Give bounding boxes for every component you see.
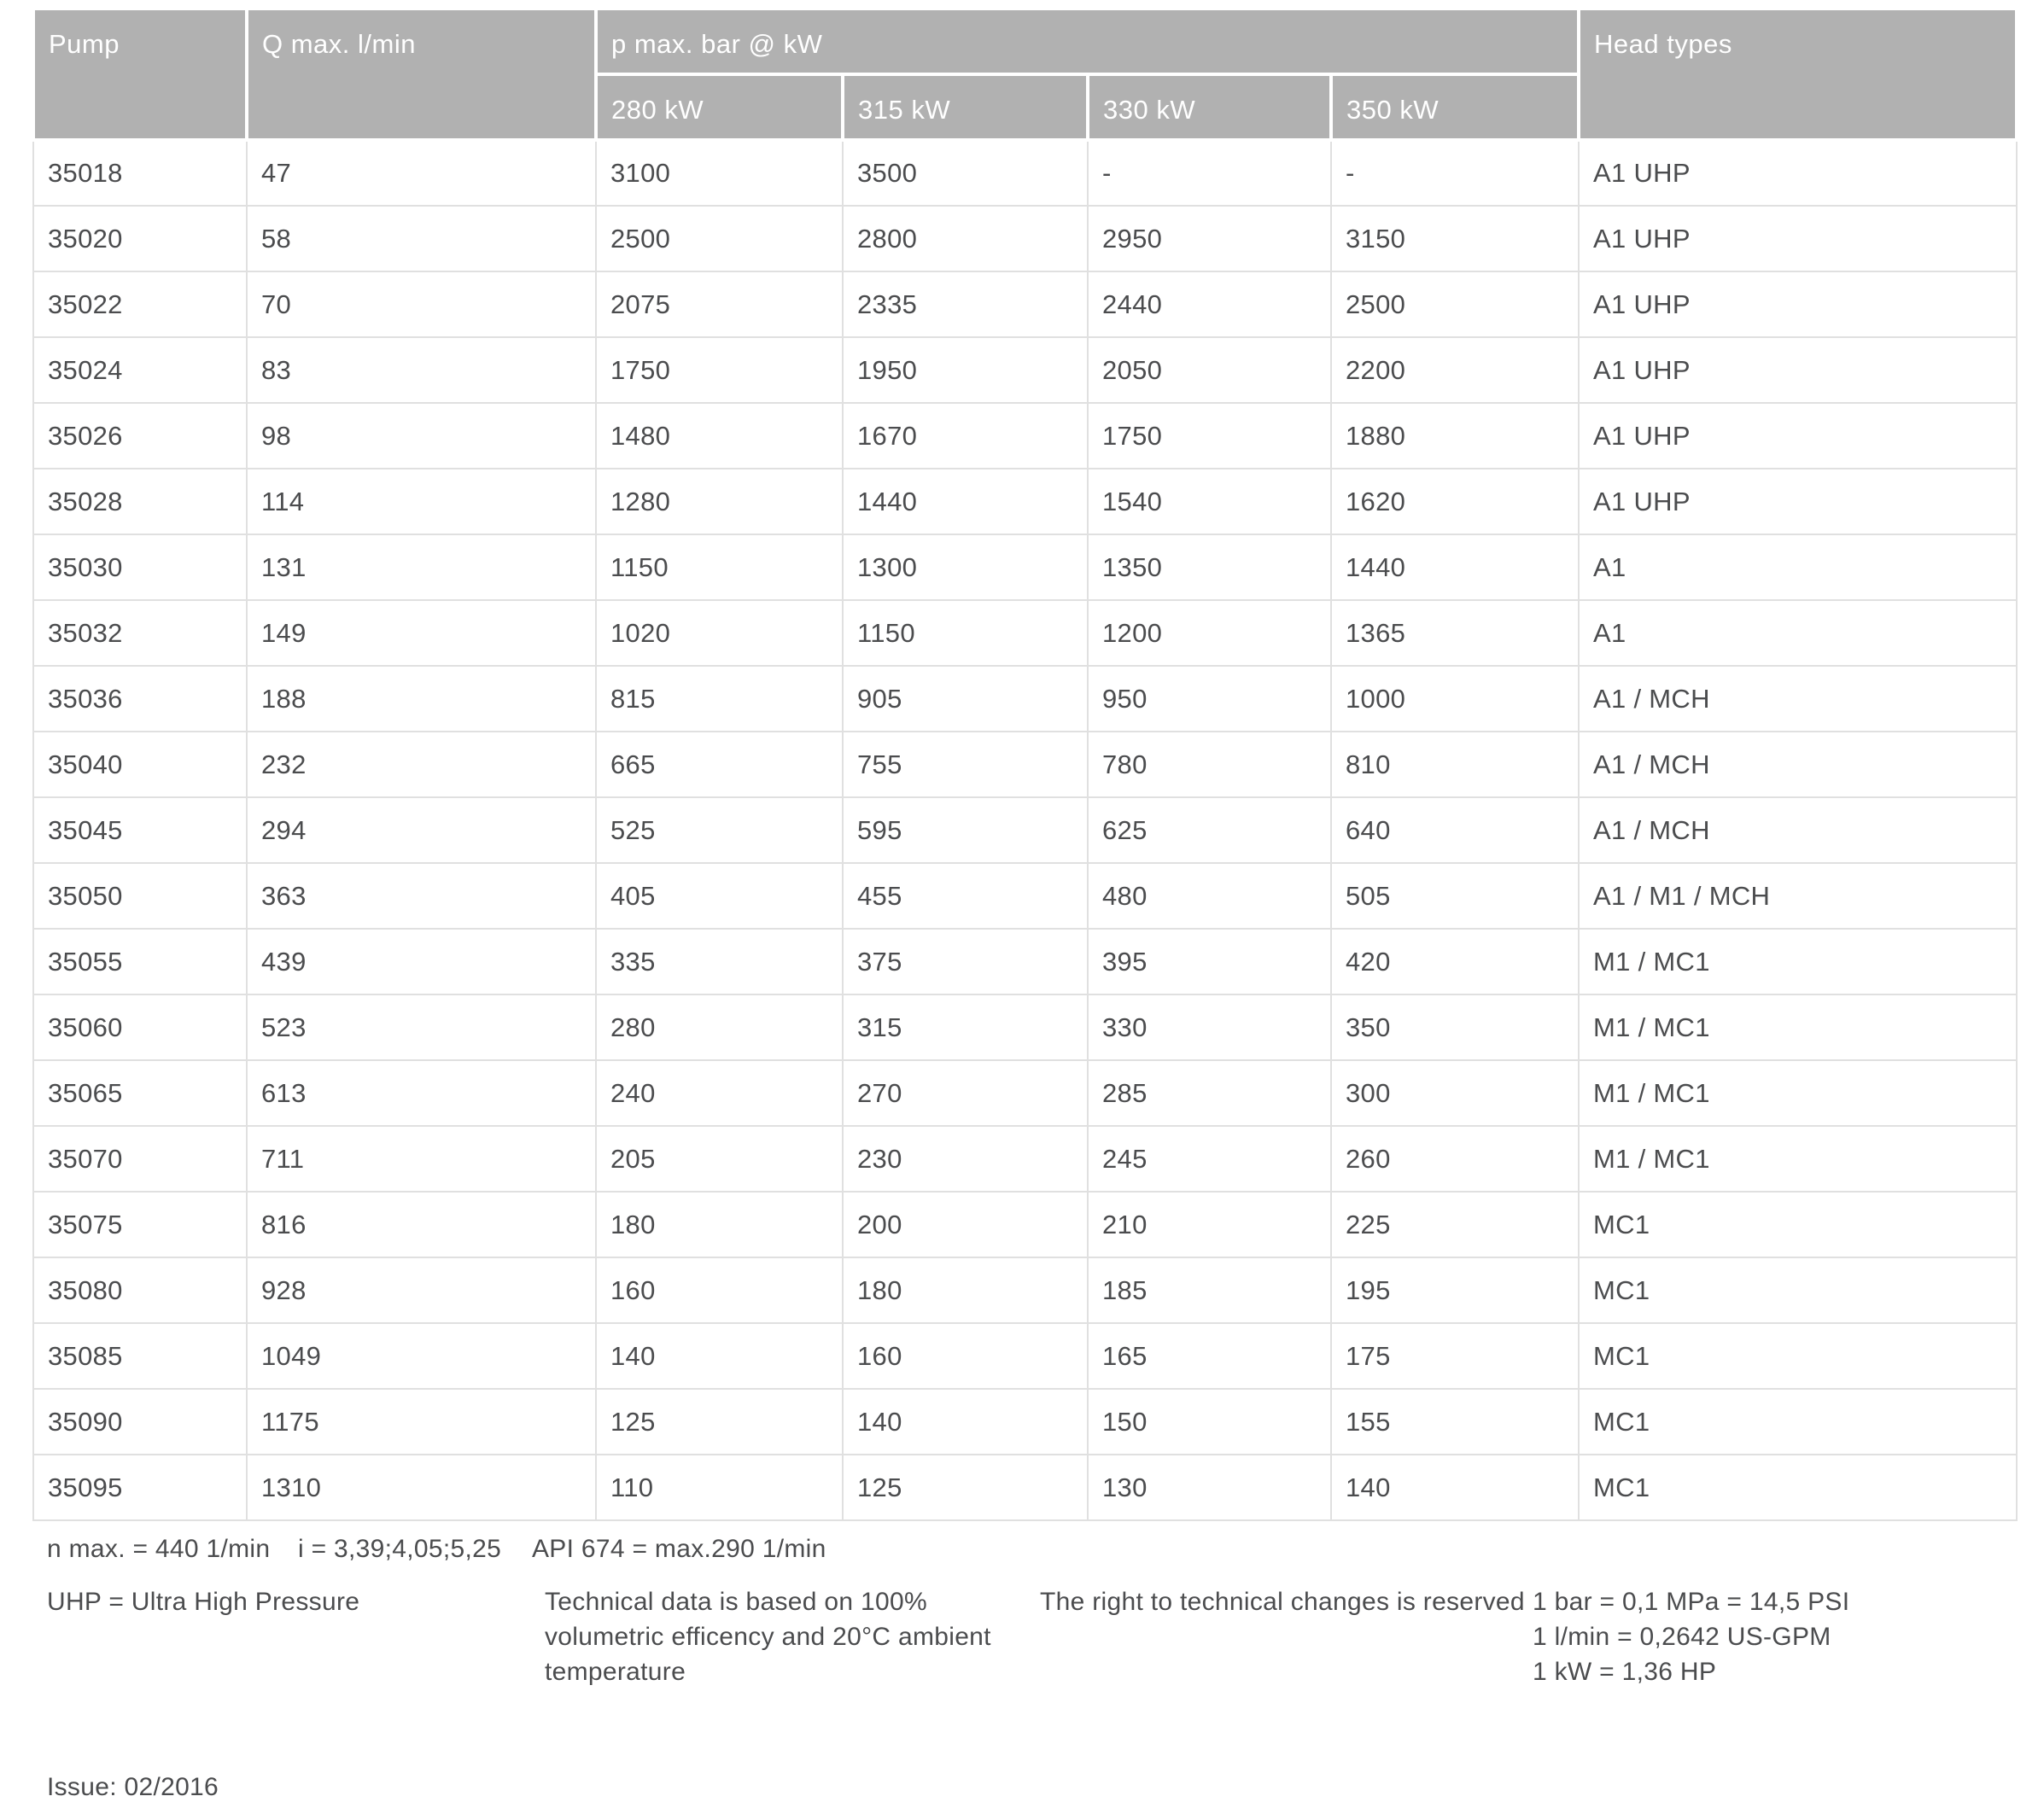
cell-p2: -: [1088, 140, 1331, 206]
table-row: [33, 1323, 2017, 1389]
cell-p3: 420: [1331, 929, 1579, 994]
cell-p2: 1540: [1088, 469, 1331, 534]
cell-p0: 405: [596, 863, 843, 929]
table-row: [33, 469, 2017, 534]
cell-p2: 165: [1088, 1323, 1331, 1389]
cell-pump: 35020: [33, 206, 247, 271]
table-row: [33, 1389, 2017, 1455]
cell-p0: 1280: [596, 469, 843, 534]
cell-qmax: 1049: [247, 1323, 596, 1389]
cell-p3: -: [1331, 140, 1579, 206]
cell-p3: 140: [1331, 1455, 1579, 1520]
table-row: [33, 403, 2017, 469]
cell-pump: 35060: [33, 994, 247, 1060]
conversion-line: 1 kW = 1,36 HP: [1533, 1658, 1717, 1686]
col-header-315kw: 315 kW: [843, 74, 1088, 140]
cell-qmax: 711: [247, 1126, 596, 1192]
cell-p1: 160: [843, 1323, 1088, 1389]
cell-pump: 35024: [33, 337, 247, 403]
cell-head: A1 UHP: [1579, 337, 2017, 403]
cell-pump: 35065: [33, 1060, 247, 1126]
cell-p1: 3500: [843, 140, 1088, 206]
cell-p3: 640: [1331, 797, 1579, 863]
cell-p0: 525: [596, 797, 843, 863]
cell-pump: 35040: [33, 732, 247, 797]
cell-p0: 815: [596, 666, 843, 732]
conversion-line: 1 bar = 0,1 MPa = 14,5 PSI: [1533, 1588, 1850, 1616]
cell-p3: 155: [1331, 1389, 1579, 1455]
table-row: [33, 140, 2017, 206]
cell-p1: 1300: [843, 534, 1088, 600]
cell-p1: 2335: [843, 271, 1088, 337]
table-row: [33, 1060, 2017, 1126]
cell-p0: 1150: [596, 534, 843, 600]
cell-p3: 2200: [1331, 337, 1579, 403]
conversion-line: 1 l/min = 0,2642 US-GPM: [1533, 1623, 1831, 1651]
cell-head: M1 / MC1: [1579, 1126, 2017, 1192]
cell-pump: 35055: [33, 929, 247, 994]
cell-p3: 1365: [1331, 600, 1579, 666]
cell-p3: 300: [1331, 1060, 1579, 1126]
cell-qmax: 1310: [247, 1455, 596, 1520]
cell-p2: 1200: [1088, 600, 1331, 666]
table-row: [33, 600, 2017, 666]
cell-p2: 395: [1088, 929, 1331, 994]
cell-p1: 315: [843, 994, 1088, 1060]
cell-pump: 35050: [33, 863, 247, 929]
cell-p0: 280: [596, 994, 843, 1060]
cell-p2: 780: [1088, 732, 1331, 797]
cell-pump: 35075: [33, 1192, 247, 1257]
cell-head: A1: [1579, 534, 2017, 600]
cell-p0: 1750: [596, 337, 843, 403]
cell-qmax: 188: [247, 666, 596, 732]
cell-pump: 35095: [33, 1455, 247, 1520]
cell-p3: 3150: [1331, 206, 1579, 271]
cell-p0: 160: [596, 1257, 843, 1323]
table-row: [33, 994, 2017, 1060]
table-row: [33, 1192, 2017, 1257]
footnote-technical: [545, 1584, 1057, 1689]
footer-notes: [32, 1584, 2015, 1725]
cell-p3: 505: [1331, 863, 1579, 929]
cell-p1: 140: [843, 1389, 1088, 1455]
table-row: [33, 534, 2017, 600]
table-header: [33, 9, 2017, 140]
footnote-line: [32, 1535, 2015, 1564]
cell-head: M1 / MC1: [1579, 929, 2017, 994]
cell-p1: 1150: [843, 600, 1088, 666]
cell-p1: 905: [843, 666, 1088, 732]
table-row: [33, 337, 2017, 403]
cell-qmax: 47: [247, 140, 596, 206]
cell-p3: 1880: [1331, 403, 1579, 469]
cell-p3: 195: [1331, 1257, 1579, 1323]
cell-head: MC1: [1579, 1389, 2017, 1455]
cell-qmax: 613: [247, 1060, 596, 1126]
cell-pump: 35026: [33, 403, 247, 469]
cell-head: A1 UHP: [1579, 403, 2017, 469]
cell-qmax: 83: [247, 337, 596, 403]
col-header-330kw: 330 kW: [1088, 74, 1331, 140]
cell-head: A1 UHP: [1579, 469, 2017, 534]
footnote-technical-line: Technical data is based on 100%: [545, 1588, 927, 1616]
cell-qmax: 114: [247, 469, 596, 534]
cell-p3: 810: [1331, 732, 1579, 797]
table-row: [33, 863, 2017, 929]
cell-p3: 1620: [1331, 469, 1579, 534]
cell-p3: 1000: [1331, 666, 1579, 732]
issue-label: Issue: 02/2016: [47, 1773, 219, 1801]
cell-head: MC1: [1579, 1257, 2017, 1323]
cell-qmax: 439: [247, 929, 596, 994]
cell-p0: 240: [596, 1060, 843, 1126]
cell-p3: 260: [1331, 1126, 1579, 1192]
cell-p0: 1020: [596, 600, 843, 666]
cell-p1: 1440: [843, 469, 1088, 534]
cell-head: A1 UHP: [1579, 206, 2017, 271]
cell-p1: 230: [843, 1126, 1088, 1192]
cell-p2: 245: [1088, 1126, 1331, 1192]
cell-p2: 950: [1088, 666, 1331, 732]
footnote-n-max: n max. = 440 1/min: [47, 1535, 271, 1563]
cell-p1: 455: [843, 863, 1088, 929]
footnote-uhp: UHP = Ultra High Pressure: [47, 1588, 360, 1616]
footnote-technical-line: temperature: [545, 1658, 686, 1686]
cell-pump: 35085: [33, 1323, 247, 1389]
cell-head: MC1: [1579, 1323, 2017, 1389]
cell-qmax: 294: [247, 797, 596, 863]
cell-pump: 35032: [33, 600, 247, 666]
footnote-api: API 674 = max.290 1/min: [532, 1535, 826, 1563]
cell-qmax: 98: [247, 403, 596, 469]
cell-pump: 35080: [33, 1257, 247, 1323]
cell-p1: 2800: [843, 206, 1088, 271]
table-row: [33, 929, 2017, 994]
cell-p3: 1440: [1331, 534, 1579, 600]
cell-head: A1 / M1 / MCH: [1579, 863, 2017, 929]
cell-p2: 210: [1088, 1192, 1331, 1257]
cell-p0: 2500: [596, 206, 843, 271]
col-header-head-types: Head types: [1579, 9, 2017, 140]
cell-p0: 3100: [596, 140, 843, 206]
cell-p3: 350: [1331, 994, 1579, 1060]
cell-p1: 1950: [843, 337, 1088, 403]
cell-head: A1 UHP: [1579, 140, 2017, 206]
cell-qmax: 149: [247, 600, 596, 666]
cell-p2: 625: [1088, 797, 1331, 863]
cell-head: M1 / MC1: [1579, 1060, 2017, 1126]
footnote-i-ratio: i = 3,39;4,05;5,25: [298, 1535, 502, 1563]
col-header-pump: Pump: [33, 9, 247, 140]
col-header-pmax-group: p max. bar @ kW: [596, 9, 1579, 74]
cell-p2: 150: [1088, 1389, 1331, 1455]
table-row: [33, 1257, 2017, 1323]
cell-qmax: 928: [247, 1257, 596, 1323]
cell-head: A1: [1579, 600, 2017, 666]
footnote-technical-line: volumetric efficency and 20°C ambient: [545, 1623, 991, 1651]
cell-p1: 270: [843, 1060, 1088, 1126]
cell-qmax: 363: [247, 863, 596, 929]
cell-p2: 2440: [1088, 271, 1331, 337]
cell-head: MC1: [1579, 1192, 2017, 1257]
cell-p1: 755: [843, 732, 1088, 797]
cell-p2: 185: [1088, 1257, 1331, 1323]
cell-p0: 205: [596, 1126, 843, 1192]
cell-pump: 35070: [33, 1126, 247, 1192]
pump-specs-table: [32, 7, 2018, 1521]
cell-p2: 130: [1088, 1455, 1331, 1520]
cell-qmax: 58: [247, 206, 596, 271]
cell-head: MC1: [1579, 1455, 2017, 1520]
cell-p1: 375: [843, 929, 1088, 994]
cell-p1: 200: [843, 1192, 1088, 1257]
cell-p0: 335: [596, 929, 843, 994]
table-row: [33, 271, 2017, 337]
col-header-350kw: 350 kW: [1331, 74, 1579, 140]
cell-p2: 2050: [1088, 337, 1331, 403]
col-header-qmax: Q max. l/min: [247, 9, 596, 140]
cell-p2: 1350: [1088, 534, 1331, 600]
cell-qmax: 70: [247, 271, 596, 337]
cell-pump: 35030: [33, 534, 247, 600]
cell-p3: 2500: [1331, 271, 1579, 337]
cell-p1: 1670: [843, 403, 1088, 469]
cell-qmax: 523: [247, 994, 596, 1060]
cell-p3: 175: [1331, 1323, 1579, 1389]
table-row: [33, 797, 2017, 863]
cell-p2: 2950: [1088, 206, 1331, 271]
cell-pump: 35028: [33, 469, 247, 534]
header-row-1: [33, 9, 2017, 74]
footnote-rights: The right to technical changes is reserved: [1040, 1588, 1525, 1616]
cell-p0: 180: [596, 1192, 843, 1257]
footnote-conversions: [1533, 1584, 1849, 1689]
cell-p0: 110: [596, 1455, 843, 1520]
cell-pump: 35090: [33, 1389, 247, 1455]
table-row: [33, 1455, 2017, 1520]
cell-p0: 140: [596, 1323, 843, 1389]
cell-p1: 125: [843, 1455, 1088, 1520]
cell-p2: 1750: [1088, 403, 1331, 469]
cell-head: A1 / MCH: [1579, 797, 2017, 863]
cell-pump: 35018: [33, 140, 247, 206]
cell-qmax: 131: [247, 534, 596, 600]
table-row: [33, 732, 2017, 797]
cell-p2: 285: [1088, 1060, 1331, 1126]
cell-p0: 125: [596, 1389, 843, 1455]
cell-p1: 595: [843, 797, 1088, 863]
cell-p0: 665: [596, 732, 843, 797]
cell-head: A1 / MCH: [1579, 732, 2017, 797]
table-row: [33, 206, 2017, 271]
cell-p3: 225: [1331, 1192, 1579, 1257]
cell-qmax: 816: [247, 1192, 596, 1257]
table-row: [33, 1126, 2017, 1192]
cell-head: A1 / MCH: [1579, 666, 2017, 732]
cell-p0: 2075: [596, 271, 843, 337]
col-header-280kw: 280 kW: [596, 74, 843, 140]
cell-head: A1 UHP: [1579, 271, 2017, 337]
table-row: [33, 666, 2017, 732]
cell-p1: 180: [843, 1257, 1088, 1323]
cell-pump: 35022: [33, 271, 247, 337]
cell-qmax: 1175: [247, 1389, 596, 1455]
cell-p0: 1480: [596, 403, 843, 469]
cell-pump: 35045: [33, 797, 247, 863]
table-body: [33, 140, 2017, 1520]
cell-pump: 35036: [33, 666, 247, 732]
cell-p2: 480: [1088, 863, 1331, 929]
cell-qmax: 232: [247, 732, 596, 797]
cell-head: M1 / MC1: [1579, 994, 2017, 1060]
cell-p2: 330: [1088, 994, 1331, 1060]
